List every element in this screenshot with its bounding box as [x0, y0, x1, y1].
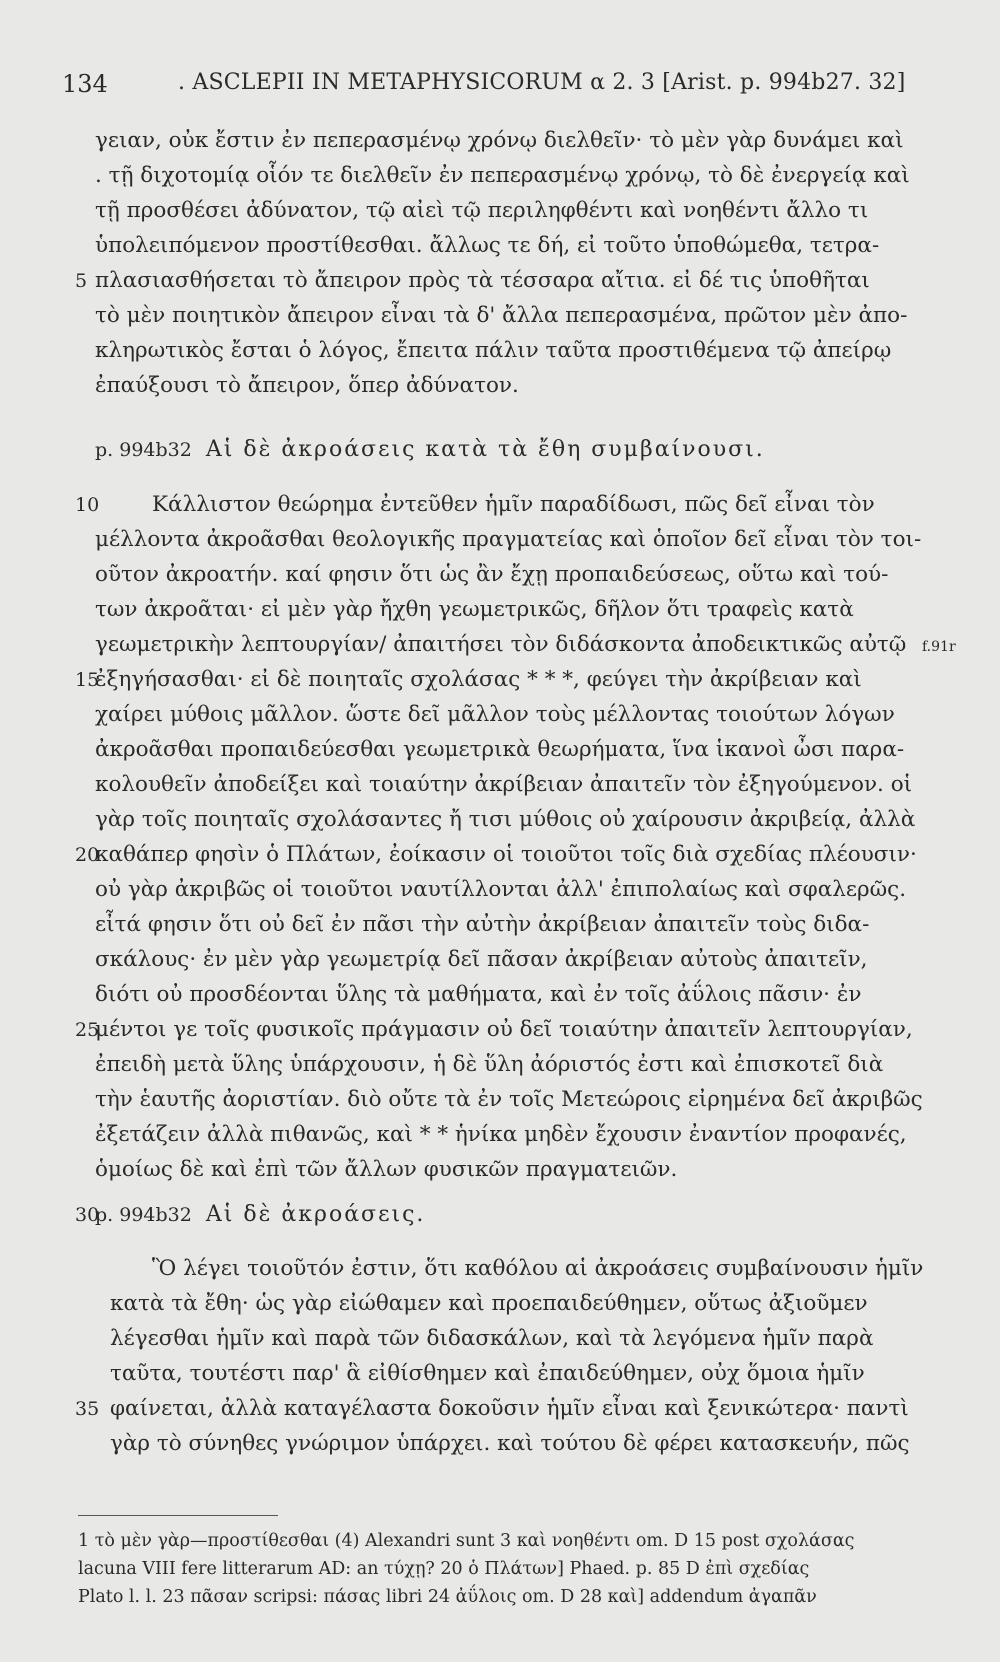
text-line: γὰρ τὸ σύνηθες γνώριμον ὑπάρχει. καὶ τούτου δὲ φέρει κατασκευήν, πῶς [110, 1431, 910, 1456]
text-line: Ὃ λέγει τοιοῦτόν ἐστιν, ὅτι καθόλου αἱ ἀκροάσεις συμβαίνουσιν ἡμῖν [152, 1256, 924, 1281]
text-line: . τῇ διχοτομίᾳ οἷόν τε διελθεῖν ἐν πεπερασμένῳ χρόνῳ, τὸ δὲ ἐνεργείᾳ καὶ [95, 163, 910, 188]
footnote-rule [78, 1515, 278, 1516]
text-line: των ἀκροᾶται· εἰ μὲν γὰρ ἤχθη γεωμετρικῶς, δῆλον ὅτι τραφεὶς κατὰ [95, 597, 854, 622]
text-line: μέντοι γε τοῖς φυσικοῖς πράγμασιν οὐ δεῖ τοιαύτην ἀπαιτεῖν λεπτουργίαν, [95, 1017, 913, 1042]
section-heading [95, 1200, 425, 1230]
text-line: κατὰ τὰ ἔθη· ὡς γὰρ εἰώθαμεν καὶ προεπαιδεύθημεν, οὕτως ἀξιοῦμεν [110, 1291, 868, 1316]
section-lemma: Αἱ δὲ ἀκροάσεις. [205, 1202, 426, 1227]
text-line: ἐπειδὴ μετὰ ὕλης ὑπάρχουσιν, ἡ δὲ ὕλη ἀόριστός ἐστι καὶ ἐπισκοτεῖ διὰ [95, 1052, 884, 1077]
line-number: 35 [75, 1398, 100, 1420]
text-line: ἐξετάζειν ἀλλὰ πιθανῶς, καὶ * * ἡνίκα μηδὲν ἔχουσιν ἐναντίον προφανές, [95, 1122, 907, 1147]
section-reference: p. 994b32 [95, 439, 192, 461]
text-line: γὰρ τοῖς ποιηταῖς σχολάσαντες ἤ τισι μύθοις οὐ χαίρουσιν ἀκριβείᾳ, ἀλλὰ [95, 807, 916, 832]
text-line: οῦτον ἀκροατήν. καί φησιν ὅτι ὡς ἂν ἔχῃ προπαιδεύσεως, οὕτω καὶ τού- [95, 562, 889, 587]
line-number: 20 [75, 844, 100, 866]
running-title: . ASCLEPII IN METAPHYSICORUM α 2. 3 [Arist. p. 994b27. 32] [178, 70, 906, 95]
text-line: γειαν, οὐκ ἔστιν ἐν πεπερασμένῳ χρόνῳ διελθεῖν· τὸ μὲν γὰρ δυνάμει καὶ [95, 128, 904, 153]
text-line: χαίρει μύθοις μᾶλλον. ὥστε δεῖ μᾶλλον τοὺς μέλλοντας τοιούτων λόγων [95, 702, 895, 727]
footnote-line: lacuna VIII fere litterarum AD: an τύχῃ? 20 ὁ Πλάτων] Phaed. p. 85 D ἐπὶ σχεδίας [78, 1559, 810, 1579]
text-line: πλασιασθήσεται τὸ ἄπειρον πρὸς τὰ τέσσαρα αἴτια. εἰ δέ τις ὑποθῆται [95, 268, 870, 293]
section-reference: p. 994b32 [95, 1204, 192, 1226]
footnote-line: Plato l. l. 23 πᾶσαν scripsi: πάσας libri 24 ἀΰλοις om. D 28 καὶ] addendum ἀγαπᾶν [78, 1587, 817, 1607]
text-line: ὁμοίως δὲ καὶ ἐπὶ τῶν ἄλλων φυσικῶν πραγματειῶν. [95, 1157, 678, 1182]
text-line: τὴν ἑαυτῆς ἀοριστίαν. διὸ οὔτε τὰ ἐν τοῖς Μετεώροις εἰρημένα δεῖ ἀκριβῶς [95, 1087, 923, 1112]
page-number: 134 [62, 70, 108, 98]
text-line: μέλλοντα ἀκροᾶσθαι θεολογικῆς πραγματείας καὶ ὁποῖον δεῖ εἶναι τὸν τοι- [95, 527, 922, 552]
text-line: λέγεσθαι ἡμῖν καὶ παρὰ τῶν διδασκάλων, καὶ τὰ λεγόμενα ἡμῖν παρὰ [110, 1326, 874, 1351]
text-line: Κάλλιστον θεώρημα ἐντεῦθεν ἡμῖν παραδίδωσι, πῶς δεῖ εἶναι τὸν [152, 492, 875, 517]
section-heading [95, 435, 765, 465]
line-number: 25 [75, 1019, 100, 1041]
text-line: ἐπαύξουσι τὸ ἄπειρον, ὅπερ ἀδύνατον. [95, 373, 519, 398]
text-line: ἀκροᾶσθαι προπαιδεύεσθαι γεωμετρικὰ θεωρήματα, ἵνα ἱκανοὶ ὦσι παρα- [95, 737, 905, 762]
text-line: σκάλους· ἐν μὲν γὰρ γεωμετρίᾳ δεῖ πᾶσαν ἀκρίβειαν αὐτοὺς ἀπαιτεῖν, [95, 947, 868, 972]
line-number: 30 [75, 1204, 100, 1226]
text-line: τὸ μὲν ποιητικὸν ἄπειρον εἶναι τὰ δ' ἄλλα πεπερασμένα, πρῶτον μὲν ἀπο- [95, 303, 908, 328]
text-line: γεωμετρικὴν λεπτουργίαν/ ἀπαιτήσει τὸν διδάσκοντα ἀποδεικτικῶς αὐτῷ [95, 632, 907, 657]
text-line: καθάπερ φησὶν ὁ Πλάτων, ἐοίκασιν οἱ τοιοῦτοι τοῖς διὰ σχεδίας πλέουσιν· [95, 842, 917, 867]
text-line: ὑπολειπόμενον προστίθεσθαι. ἄλλως τε δή, εἰ τοῦτο ὑποθώμεθα, τετρα- [95, 233, 880, 258]
line-number: 10 [75, 494, 100, 516]
text-line: διότι οὐ προσδέονται ὕλης τὰ μαθήματα, καὶ ἐν τοῖς ἀΰλοις πᾶσιν· ἐν [95, 982, 862, 1007]
text-line: τῇ προσθέσει ἀδύνατον, τῷ αἰεὶ τῷ περιληφθέντι καὶ νοηθέντι ἄλλο τι [95, 198, 869, 223]
text-line: ἐξηγήσασθαι· εἰ δὲ ποιηταῖς σχολάσας * * *, φεύγει τὴν ἀκρίβειαν καὶ [95, 667, 862, 692]
section-lemma: Αἱ δὲ ἀκροάσεις κατὰ τὰ ἔθη συμβαίνουσι. [205, 437, 765, 462]
text-line: εἶτά φησιν ὅτι οὐ δεῖ ἐν πᾶσι τὴν αὐτὴν ἀκρίβειαν ἀπαιτεῖν τοὺς διδα- [95, 912, 870, 937]
text-line: φαίνεται, ἀλλὰ καταγέλαστα δοκοῦσιν ἡμῖν εἶναι καὶ ξενικώτερα· παντὶ [110, 1396, 909, 1421]
line-number: 5 [75, 270, 88, 292]
folio-margin-note: f.91r [922, 639, 956, 655]
footnote-line: 1 τὸ μὲν γὰρ—προστίθεσθαι (4) Alexandri sunt 3 καὶ νοηθέντι om. D 15 post σχολάσας [78, 1531, 855, 1551]
text-line: ταῦτα, τουτέστι παρ' ἃ εἰθίσθημεν καὶ ἐπαιδεύθημεν, οὐχ ὅμοια ἡμῖν [110, 1361, 865, 1386]
text-line: κολουθεῖν ἀποδείξει καὶ τοιαύτην ἀκρίβειαν ἀπαιτεῖν τὸν ἐξηγούμενον. οἱ [95, 772, 913, 797]
text-line: οὐ γὰρ ἀκριβῶς οἱ τοιοῦτοι ναυτίλλονται ἀλλ' ἐπιπολαίως καὶ σφαλερῶς. [95, 877, 907, 902]
line-number: 15 [75, 669, 100, 691]
text-line: κληρωτικὸς ἔσται ὁ λόγος, ἔπειτα πάλιν ταῦτα προστιθέμενα τῷ ἀπείρῳ [95, 338, 892, 363]
